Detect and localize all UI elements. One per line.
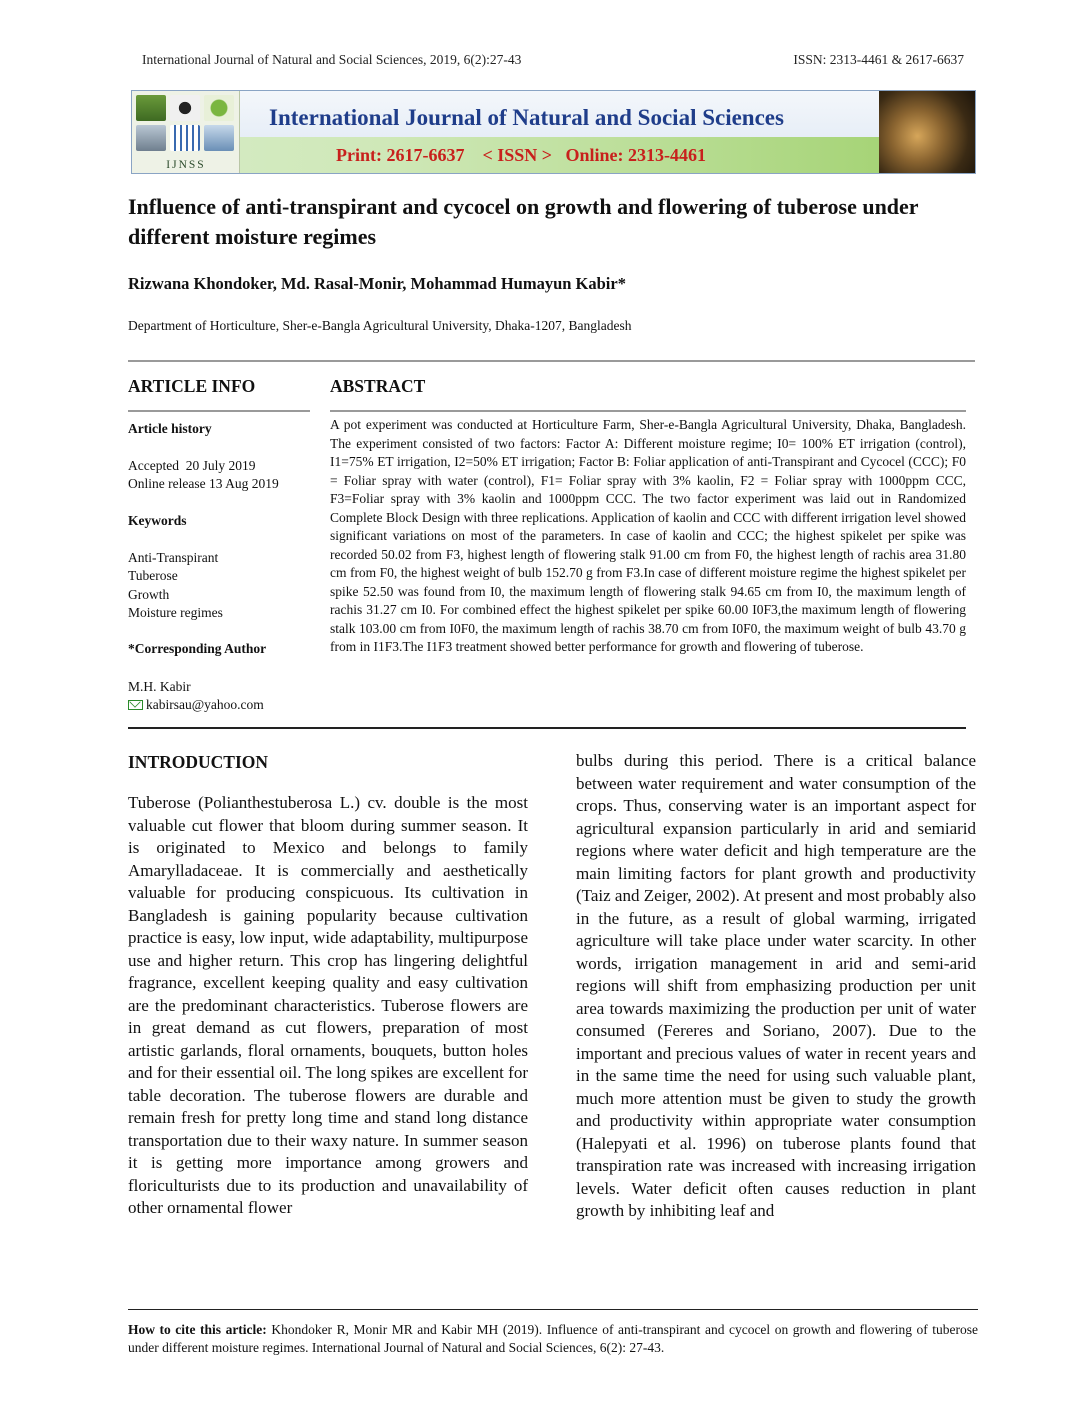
citation-block <box>128 1321 978 1357</box>
banner-logo-collage <box>132 91 240 173</box>
article-info-heading: ARTICLE INFO <box>128 376 256 396</box>
article-history-label: Article history <box>128 421 212 436</box>
citation-text: Khondoker R, Monir MR and Kabir MH (2019). Influence of anti-transpirant and cycocel on growth and flowering of tuberose under different moisture regimes. International Journal of Natural and Social Sciences, 6(2): 27-43. <box>128 1322 979 1355</box>
fish-thumbnail <box>136 125 166 151</box>
leaf-thumbnail <box>204 95 234 121</box>
divider-top <box>128 360 975 362</box>
corresponding-author-name: M.H. Kabir <box>128 679 191 694</box>
introduction-heading: INTRODUCTION <box>128 752 269 772</box>
paper-affiliation: Department of Horticulture, Sher-e-Bangla Agricultural University, Dhaka-1207, Bangladesh <box>128 318 632 333</box>
keyword-item: Growth <box>128 587 170 602</box>
paper-title: Influence of anti-transpirant and cycocel on growth and flowering of tuberose under different moisture regimes <box>128 194 919 249</box>
corresponding-author-email-row[interactable] <box>128 696 264 715</box>
keyword-item: Moisture regimes <box>128 605 223 620</box>
divider-footer <box>128 1309 978 1310</box>
accepted-date: Accepted 20 July 2019 <box>128 458 256 473</box>
keywords-label: Keywords <box>128 513 187 528</box>
introduction-right-column: bulbs during this period. There is a critical balance between water requirement and water consumption of the crops. Thus, conserving water is an important aspect for agricultural expansion particularly in arid and semiarid regions where water deficit and high temperature are the main limiting factors for plant growth and productivity (Taiz and Zeiger, 2002). At present and most probably also in the future, as a result of global warming, irrigated agriculture will take place under water scarcity. In other words, irrigation management in arid and semi-arid regions will shift from emphasizing production per unit area towards maximizing the production per unit of water consumed (Fereres and Soriano, 2007). Due to the important and precious values of water in recent years and in the same time the need for using such valuable plant, much more attention must be given to study the growth and productivity within appropriate water consumption (Halepyati et al. 1996) on tuberose plants found that transpiration rate was increased with increasing irrigation levels. Water deficit often causes reduction in plant growth by inhibiting leaf and <box>576 751 976 1220</box>
paper-authors: Rizwana Khondoker, Md. Rasal-Monir, Mohammad Humayun Kabir* <box>128 274 626 293</box>
banner-journal-title: International Journal of Natural and Social Sciences <box>269 105 784 130</box>
introduction-left-column: Tuberose (Polianthestuberosa L.) cv. double is the most valuable cut flower that bloom during summer season. It is originated to Mexico and belongs to family Amarylladaceae. It is commercially and aesthetically valuable for producing conspicuous. Its cultivation in Bangladesh is gaining popularity because cultivation practice is easy, low input, wide adaptability, multipurpose use and higher return. This crop has lingering delightful fragrance, excellent keeping quality and easy cultivation are the predominant characteristics. Tuberose flowers are in great demand as cut flowers, preparation of most artistic garlands, floral ornaments, bouquets, button holes and for their essential oil. The long spikes are excellent for table decoration. The tuberose flowers are durable and remain fresh for pretty long time and stand long distance transportation due to their waxy nature. In summer season it is getting more importance among growers and floriculturists due to its production and unavailability of other ornamental flower <box>128 793 528 1217</box>
keyword-item: Tuberose <box>128 568 178 583</box>
citation-label: How to cite this article: <box>128 1322 267 1337</box>
corresponding-author-label: *Corresponding Author <box>128 641 267 656</box>
lab-thumbnail <box>204 125 234 151</box>
banner-bulb-photo <box>879 91 975 173</box>
abstract-heading: ABSTRACT <box>330 376 426 396</box>
banner-issn-text: Print: 2617-6637 < ISSN > Online: 2313-4461 <box>336 145 707 165</box>
divider-abstract <box>330 410 966 412</box>
online-release-date: Online release 13 Aug 2019 <box>128 476 279 491</box>
corresponding-author-email[interactable]: kabirsau@yahoo.com <box>146 697 264 712</box>
mail-icon <box>128 700 143 710</box>
running-head-issn: ISSN: 2313-4461 & 2617-6637 <box>793 52 964 67</box>
divider-abstract-end <box>128 727 966 729</box>
abstract-text: A pot experiment was conducted at Horticulture Farm, Sher-e-Bangla Agricultural University, Dhaka, Bangladesh. The experiment consisted of two factors: Factor A: Different moisture regime; I0= 100% ET irrigation (control), I1=75% ET irrigation, I2=50% ET irrigation; Factor B: Foliar application of anti-Transpirant and Cycocel (CCC); F0 = Foliar spray with water (control), F1= Foliar spray with 3% kaolin, F2 = Foliar spray with 1000ppm CCC, F3=Foliar spray with 3% kaolin and 1000ppm CCC. The two factor experiment was laid out in Randomized Complete Block Design with three replications. Application of kaolin and CCC with different irrigation level showed significant variations on most of the parameters. In case of kaolin and CCC; the highest spikelet per spike was recorded 50.02 from F3, highest length of flowering stalk 91.00 cm from F0, the highest length of rachis area 31.80 cm from F0, the highest weight of bulb 152.70 g from F3.In case of different moisture regime the highest spikelet per spike 52.50 was found from I0, the maximum length of flowering stalk 94.65 cm from I0, the maximum length of rachis 31.27 cm I0. For combined effect the highest spikelet per spike 60.00 I0F3,the maximum length of flowering stalk 103.00 cm from I0F0, the maximum length of rachis 38.70 cm from I0F0, the maximum weight of bulb 43.70 g from in I1F3.The I1F3 treatment showed better performance for growth and flowering of tuberose. <box>330 417 966 654</box>
animal-thumbnail <box>170 95 200 121</box>
plant-thumbnail <box>136 95 166 121</box>
banner-logo-text: IJNSS <box>166 159 206 171</box>
journal-banner <box>131 90 976 174</box>
banner-issn-line <box>336 145 706 166</box>
divider-article-info <box>128 410 310 412</box>
running-head-journal: International Journal of Natural and Social Sciences, 2019, 6(2):27-43 <box>142 52 522 67</box>
keyword-item: Anti-Transpirant <box>128 550 219 565</box>
chart-thumbnail <box>170 125 200 151</box>
